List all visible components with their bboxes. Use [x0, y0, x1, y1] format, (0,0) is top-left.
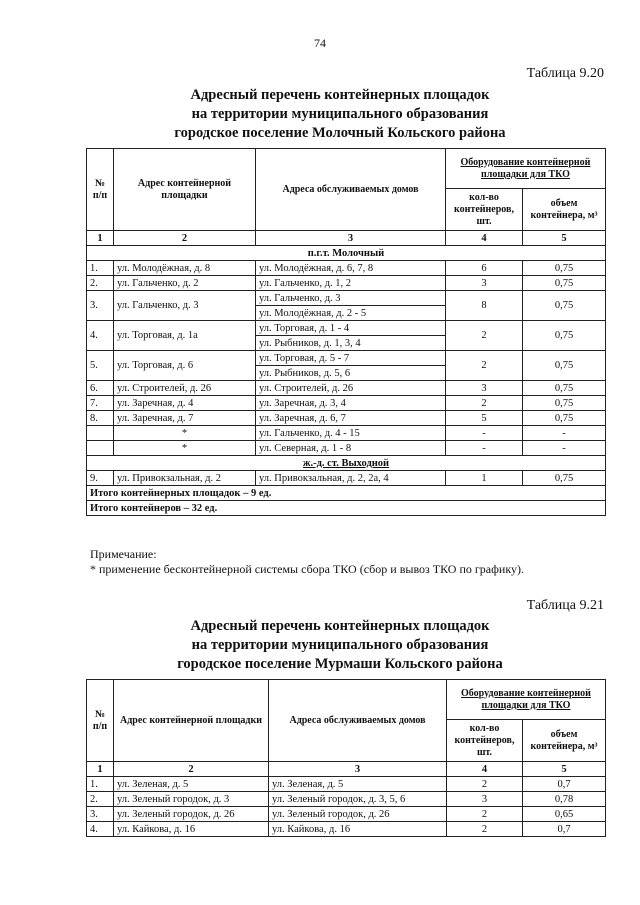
site-address: ул. Привокзальная, д. 2 — [114, 471, 256, 486]
site-address: ул. Заречная, д. 7 — [114, 411, 256, 426]
title-line: Адресный перечень контейнерных площадок — [190, 87, 490, 103]
header-count: кол-во контейнеров, шт. — [446, 189, 523, 231]
row-number: 4. — [87, 321, 114, 351]
row-number — [87, 426, 114, 441]
served-houses: ул. Торговая, д. 1 - 4 — [256, 321, 446, 336]
header-count: кол-во контейнеров, шт. — [447, 720, 523, 762]
served-houses: ул. Заречная, д. 3, 4 — [256, 396, 446, 411]
section-header: п.г.т. Молочный — [87, 246, 606, 261]
table-row — [87, 426, 606, 441]
container-volume: - — [523, 426, 606, 441]
served-houses: ул. Молодёжная, д. 6, 7, 8 — [256, 261, 446, 276]
site-address: ул. Зеленый городок, д. 3 — [114, 792, 269, 807]
total-sites: Итого контейнерных площадок – 9 ед. — [87, 486, 606, 501]
row-number: 3. — [87, 807, 114, 822]
table-row — [87, 822, 606, 837]
site-address: ул. Кайкова, д. 16 — [114, 822, 269, 837]
header-equipment-text: Оборудование контейнерной площадки для ТКО — [461, 687, 591, 711]
container-count: 2 — [446, 396, 523, 411]
container-count: 3 — [446, 276, 523, 291]
container-volume: 0,75 — [523, 276, 606, 291]
served-houses: ул. Строителей, д. 26 — [256, 381, 446, 396]
section-header-text: ж.-д. ст. Выходной — [302, 457, 390, 469]
table-label: Таблица 9.20 — [526, 66, 604, 81]
row-number: 5. — [87, 351, 114, 381]
row-number: 3. — [87, 291, 114, 321]
site-address: ул. Строителей, д. 26 — [114, 381, 256, 396]
column-number-cell: 1 — [87, 231, 114, 246]
container-volume: 0,7 — [523, 822, 606, 837]
column-number-cell: 5 — [523, 231, 606, 246]
column-number-cell: 2 — [114, 762, 269, 777]
container-count: - — [446, 426, 523, 441]
table-row — [87, 807, 606, 822]
container-volume: 0,75 — [523, 396, 606, 411]
container-volume: 0,75 — [523, 351, 606, 381]
container-volume: 0,78 — [523, 792, 606, 807]
container-count: 1 — [446, 471, 523, 486]
served-houses: ул. Гальченко, д. 1, 2 — [256, 276, 446, 291]
header-houses: Адреса обслуживаемых домов — [256, 149, 446, 231]
served-houses: ул. Привокзальная, д. 2, 2а, 4 — [256, 471, 446, 486]
served-houses: ул. Молодёжная, д. 2 - 5 — [256, 306, 446, 321]
title-line: городское поселение Мурмаши Кольского района — [177, 656, 503, 672]
container-count: 3 — [447, 792, 523, 807]
header-equipment — [447, 680, 606, 720]
site-address: * — [114, 441, 256, 456]
container-sites-table-molochny — [86, 148, 606, 516]
container-volume: 0,7 — [523, 777, 606, 792]
table-row — [87, 381, 606, 396]
served-houses: ул. Торговая, д. 5 - 7 — [256, 351, 446, 366]
total-containers: Итого контейнеров – 32 ед. — [87, 501, 606, 516]
container-count: 8 — [446, 291, 523, 321]
table-row — [87, 777, 606, 792]
table-row — [87, 792, 606, 807]
site-address: ул. Зеленая, д. 5 — [114, 777, 269, 792]
column-number-cell: 3 — [256, 231, 446, 246]
container-count: 5 — [446, 411, 523, 426]
container-sites-table-murmashi — [86, 679, 606, 837]
container-count: 2 — [447, 822, 523, 837]
row-number: 4. — [87, 822, 114, 837]
column-number-cell: 3 — [269, 762, 447, 777]
table-row — [87, 396, 606, 411]
note-heading: Примечание: — [90, 547, 157, 561]
header-number: № п/п — [87, 149, 114, 231]
container-volume: 0,75 — [523, 261, 606, 276]
title-line: Адресный перечень контейнерных площадок — [190, 618, 490, 634]
row-number: 1. — [87, 261, 114, 276]
table-row — [87, 321, 606, 336]
row-number: 2. — [87, 276, 114, 291]
note — [90, 547, 524, 577]
site-address: * — [114, 426, 256, 441]
container-count: 2 — [447, 777, 523, 792]
site-address: ул. Гальченко, д. 2 — [114, 276, 256, 291]
row-number: 9. — [87, 471, 114, 486]
site-address: ул. Гальченко, д. 3 — [114, 291, 256, 321]
served-houses: ул. Рыбников, д. 5, 6 — [256, 366, 446, 381]
container-volume: - — [523, 441, 606, 456]
served-houses: ул. Северная, д. 1 - 8 — [256, 441, 446, 456]
header-equipment — [446, 149, 606, 189]
table-row — [87, 261, 606, 276]
row-number — [87, 441, 114, 456]
page-number: 74 — [314, 36, 326, 50]
column-number-cell: 4 — [446, 231, 523, 246]
served-houses: ул. Заречная, д. 6, 7 — [256, 411, 446, 426]
title-line: городское поселение Молочный Кольского района — [174, 125, 506, 141]
column-number-cell: 4 — [447, 762, 523, 777]
column-number-cell: 2 — [114, 231, 256, 246]
table-row — [87, 291, 606, 306]
container-count: 6 — [446, 261, 523, 276]
row-number: 6. — [87, 381, 114, 396]
served-houses: ул. Гальченко, д. 4 - 15 — [256, 426, 446, 441]
served-houses: ул. Зеленый городок, д. 3, 5, 6 — [269, 792, 447, 807]
header-site-address: Адрес контейнерной площадки — [114, 149, 256, 231]
header-site-address: Адрес контейнерной площадки — [114, 680, 269, 762]
served-houses: ул. Зеленая, д. 5 — [269, 777, 447, 792]
container-count: 3 — [446, 381, 523, 396]
header-equipment-text: Оборудование контейнерной площадки для ТКО — [460, 156, 591, 180]
site-address: ул. Заречная, д. 4 — [114, 396, 256, 411]
header-number: № п/п — [87, 680, 114, 762]
table-title — [60, 617, 620, 674]
container-count: 2 — [446, 321, 523, 351]
table-row — [87, 411, 606, 426]
site-address: ул. Торговая, д. 1а — [114, 321, 256, 351]
site-address: ул. Торговая, д. 6 — [114, 351, 256, 381]
site-address: ул. Молодёжная, д. 8 — [114, 261, 256, 276]
table-row — [87, 441, 606, 456]
container-volume: 0,75 — [523, 381, 606, 396]
served-houses: ул. Рыбников, д. 1, 3, 4 — [256, 336, 446, 351]
served-houses: ул. Зеленый городок, д. 26 — [269, 807, 447, 822]
container-volume: 0,75 — [523, 321, 606, 351]
served-houses: ул. Кайкова, д. 16 — [269, 822, 447, 837]
container-volume: 0,75 — [523, 291, 606, 321]
row-number: 1. — [87, 777, 114, 792]
container-count: 2 — [447, 807, 523, 822]
table-label: Таблица 9.21 — [526, 598, 604, 613]
container-count: 2 — [446, 351, 523, 381]
row-number: 7. — [87, 396, 114, 411]
table-row — [87, 351, 606, 366]
container-count: - — [446, 441, 523, 456]
header-volume: объем контейнера, м³ — [523, 189, 606, 231]
title-line: на территории муниципального образования — [191, 106, 489, 122]
table-row — [87, 471, 606, 486]
row-number: 8. — [87, 411, 114, 426]
served-houses: ул. Гальченко, д. 3 — [256, 291, 446, 306]
container-volume: 0,65 — [523, 807, 606, 822]
note-text: * применение бесконтейнерной системы сбора ТКО (сбор и вывоз ТКО по графику). — [90, 562, 524, 576]
section-header — [87, 456, 606, 471]
table-row — [87, 276, 606, 291]
column-number-cell: 1 — [87, 762, 114, 777]
container-volume: 0,75 — [523, 471, 606, 486]
table-title — [60, 86, 620, 143]
header-volume: объем контейнера, м³ — [523, 720, 606, 762]
column-number-cell: 5 — [523, 762, 606, 777]
site-address: ул. Зеленый городок, д. 26 — [114, 807, 269, 822]
title-line: на территории муниципального образования — [191, 637, 489, 653]
container-volume: 0,75 — [523, 411, 606, 426]
header-houses: Адреса обслуживаемых домов — [269, 680, 447, 762]
row-number: 2. — [87, 792, 114, 807]
